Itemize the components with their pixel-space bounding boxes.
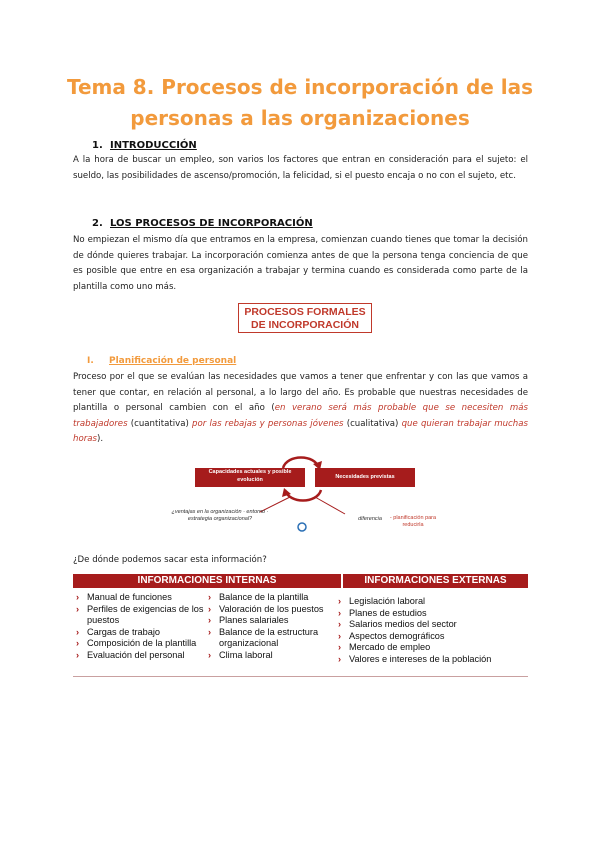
document-title: [0, 72, 600, 134]
list-item: › Planes salariales: [205, 615, 345, 627]
title-line-1: Tema 8. Procesos de incorporación de las: [66, 75, 534, 99]
list-item: › Balance de la plantilla: [205, 592, 345, 604]
list-item: › Cargas de trabajo: [73, 627, 211, 639]
list-item: › Perfiles de exigencias de los puestos: [73, 604, 211, 627]
list-item: › Balance de la estructura organizacional: [205, 627, 345, 650]
subsection-number: I.: [87, 356, 94, 366]
section-title: INTRODUCCIÓN: [110, 140, 197, 151]
list-item: › Manual de funciones: [73, 592, 211, 604]
section-number: 1.: [92, 140, 103, 151]
procesos-formales-box: [238, 303, 372, 333]
highlight-text: que quieran trabajar muchas horas: [73, 418, 528, 444]
note-left: ¿ventajas en la organización · entorno · estrategia organizacional?: [171, 509, 269, 522]
text-run: Proceso por el que se evalúan las necesidades que vamos a tener que enfrentar y con las que vamos a tener que contar, en relación al personal, a lo largo del año. Es probable que nuestras necesidades de plantilla o personal cambien con el año (: [73, 372, 528, 413]
list-item: › Legislación laboral: [335, 596, 530, 608]
note-right-label: diferencia: [358, 516, 382, 522]
planificacion-paragraph: [73, 370, 528, 448]
list-item: › Mercado de empleo: [335, 642, 530, 654]
title-line-2: personas a las organizaciones: [130, 106, 470, 130]
list-item: › Valores e intereses de la población: [335, 654, 530, 666]
external-header: INFORMACIONES EXTERNAS: [343, 574, 528, 588]
table-bottom-rule: [73, 676, 528, 677]
external-column: [335, 596, 530, 665]
section-heading-introduccion: [92, 140, 197, 151]
cycle-arrows-icon: [165, 452, 465, 544]
highlight-text: por las rebajas y personas jóvenes: [192, 418, 344, 429]
section-title: LOS PROCESOS DE INCORPORACIÓN: [110, 218, 313, 229]
list-item: › Evaluación del personal: [73, 650, 211, 662]
section-heading-procesos: [92, 218, 313, 229]
text-run: ).: [96, 434, 104, 444]
text-run: (cualitativa): [343, 418, 402, 429]
section-number: 2.: [92, 218, 103, 229]
list-item: › Salarios medios del sector: [335, 619, 530, 631]
list-item: › Valoración de los puestos: [205, 604, 345, 616]
left-bar: Capacidades actuales y posible evolución: [195, 468, 305, 487]
subsection-title: Planificación de personal: [109, 356, 237, 366]
note-right-text: - planificación para reducirla: [389, 515, 437, 528]
information-table: [73, 574, 528, 677]
globe-icon: [298, 523, 306, 531]
internal-column-1: [73, 592, 211, 661]
list-item: › Planes de estudios: [335, 608, 530, 620]
right-bar: Necesidades previstas: [315, 468, 415, 487]
internal-header: INFORMACIONES INTERNAS: [73, 574, 341, 588]
box-line-2: DE INCORPORACIÓN: [251, 319, 359, 331]
text-run: (cuantitativa): [127, 418, 193, 429]
subsection-heading-planificacion: [87, 356, 236, 366]
question-text: ¿De dónde podemos sacar esta información?: [73, 555, 267, 565]
procesos-paragraph: No empiezan el mismo día que entramos en la empresa, comienzan cuando tienes que tomar la decisión de dónde quieres trabajar. La incorporación comienza antes de que la persona tenga conciencia de que es posible que entre en esa organización a trabajar y termina cuando es considerada como parte de la plantilla como uno más.: [73, 235, 528, 292]
list-item: › Aspectos demográficos: [335, 631, 530, 643]
list-item: › Clima laboral: [205, 650, 345, 662]
highlight-text: en verano será más probable que se necesiten más trabajadores: [73, 403, 528, 429]
list-item: › Composición de la plantilla: [73, 638, 211, 650]
box-line-1: PROCESOS FORMALES: [244, 306, 366, 318]
intro-paragraph: A la hora de buscar un empleo, son varios los factores que entran en consideración para el sujeto: el sueldo, las posibilidades de ascenso/promoción, la felicidad, si el puesto encaja o no con el sujeto, etc.: [73, 155, 528, 181]
internal-column-2: [205, 592, 345, 661]
planning-diagram: [165, 452, 465, 544]
